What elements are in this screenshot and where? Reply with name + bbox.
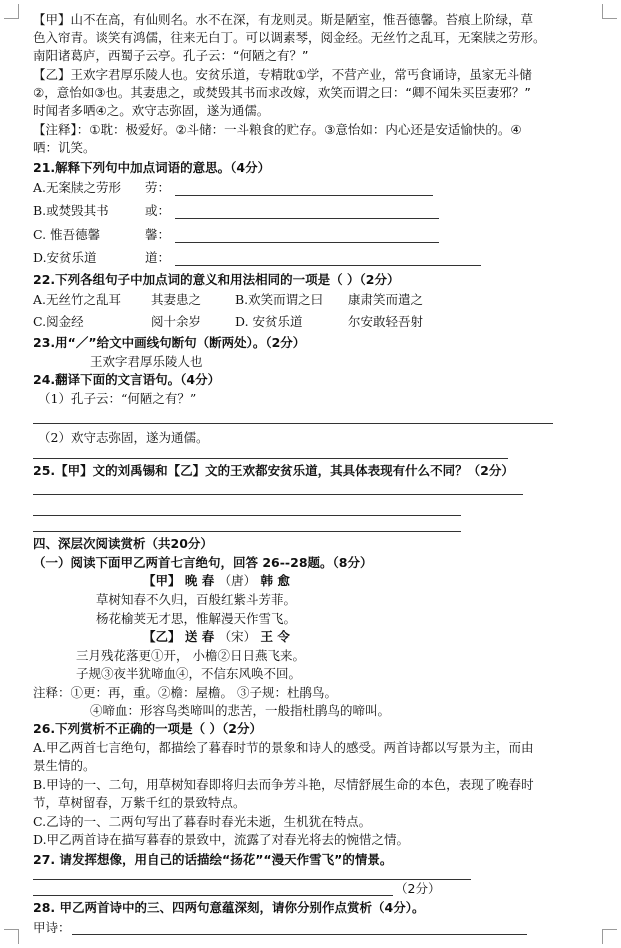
passage-yi-line-2: ②，意怡如③也。其妻患之，或焚毁其书而求改嫁，欢笑而谓之曰：“卿不闻朱买臣妻邪？” [33,85,531,100]
q26-option-a-line-2[interactable]: 景生情的。 [33,758,96,773]
q22-title: 22.下列各组句子中加点词的意义和用法相同的一项是（ ）（2分） [33,272,400,287]
q26-option-d[interactable]: D.甲乙两首诗在描写暮春的景致中，流露了对春光将去的惋惜之情。 [33,832,410,847]
crop-mark-top-left [4,4,19,19]
poem-yi-title: 送 春 [184,629,215,644]
poem-jia-line-2: 杨花榆荚无才思，惟解漫天作雪飞。 [96,611,297,626]
section4-subtitle: （一）阅读下面甲乙两首七言绝句，回答 26--28题。（8分） [33,555,373,570]
q26-option-c[interactable]: C.乙诗的一、二两句写出了暮春时春光未逝，生机犹在特点。 [33,814,372,829]
q26-title: 26.下列赏析不正确的一项是（ ）（2分） [33,721,262,736]
exam-page: 【甲】山不在高，有仙则名。水不在深，有龙则灵。斯是陋室，惟吾德馨。苔痕上阶绿，草 色入帘青。谈笑有鸿儒，往来无白丁。可以调素琴，阅金经。无丝竹之乱耳，无案牍之劳形。 南阳诸葛庐，西蜀子云亭。孔子云：“何陋之有？” 【乙】王欢字君厚乐陵人也。安贫乐道，专精耽①学，不营产业，常丐食诵诗，虽家无斗储 ②，意怡如③也。其妻患之，或焚毁其书而求改嫁，欢笑而谓之曰：“卿不闻朱买臣妻邪？” 时闻者多哂④之。欢守志弥固，遂为通儒。 【注释】：①耽：极爱好。②斗储：一斗粮食的贮存。③意怡如：内心还是安适愉快的。④ 哂：讥笑。 21.解释下列句中加点词语的意思。（4分） A.无案牍之劳形 劳： B.或焚毁其书 或： C. 惟吾德馨 馨： D.安贫乐道 道： 22.下列各组句子中加点词的意义和用法相同的一项是（ ）（2分） A.无丝竹之乱耳 其妻患之 B.欢笑而谓之曰 康肃笑而遣之 C.阅金经 阅十余岁 D. 安贫乐道 尔安敢轻吾射 23.用“／”给文中画线句断句（断两处）。（2分） 王欢字君厚乐陵人也 24.翻译下面的文言语句。（4分） （1）孔子云：“何陋之有？” （2）欢守志弥固，遂为通儒。 25.【甲】文的刘禹锡和【乙】文的王欢都安贫乐道，其具体表现有什么不同？（2分） 四、深层次阅读赏析（共20分） （一）阅读下面甲乙两首七言绝句，回答 26--28题。（8分） 【甲】 晚 春 （唐） 韩 愈 草树知春不久归，百般红紫斗芳菲。 杨花榆荚无才思，惟解漫天作雪飞。 【乙】 送 春 （宋） 王 令 三月残花落更①开， 小檐②日日燕飞来。 子规③夜半犹啼血④，不信东风唤不回。 注释：①更：再，重。②檐：屋檐。 ③子规：杜鹃鸟。 ④啼血：形容鸟类啼叫的悲苦，一般指杜鹃鸟的啼叫。 26.下列赏析不正确的一项是（ ）（2分） A.甲乙两首七言绝句，都描绘了暮春时节的景象和诗人的感受。两首诗都以写景为主，而由 景生情的。 B.甲诗的一、二句，用草树知春即将归去而争芳斗艳，尽情舒展生命的本色，表现了晚春时 节，草树留春，万紫千红的景致特点。 C.乙诗的一、二两句写出了暮春时春光未逝，生机犹在特点。 D.甲乙两首诗在描写暮春的景致中，流露了对春光将去的惋惜之情。 27. 请发挥想像，用自己的话描绘“扬花”“漫天作雪飞”的情景。 （2分） 28. 甲乙两首诗中的三、四两句意蕴深刻，请你分别作点赏析（4分）。 甲诗： [0,0,621,948]
section4-title: 四、深层次阅读赏析（共20分） [33,536,213,551]
q23-title: 23.用“／”给文中画线句断句（断两处）。（2分） [33,335,306,350]
q26-option-a-line-1[interactable]: A.甲乙两首七言绝句，都描绘了暮春时节的景象和诗人的感受。两首诗都以写景为主，而由 [33,740,534,755]
q21-title: 21.解释下列句中加点词语的意思。（4分） [33,160,271,175]
poem-yi-line-1: 三月残花落更①开， 小檐②日日燕飞来。 [76,648,305,663]
passage-jia-line-2: 色入帘青。谈笑有鸿儒，往来无白丁。可以调素琴，阅金经。无丝竹之乱耳，无案牍之劳形。 [33,30,546,45]
poem-jia-author: 韩 愈 [260,573,290,588]
q21-answer-line-c[interactable] [175,242,439,243]
q28-title: 28. 甲乙两首诗中的三、四两句意蕴深刻，请你分别作点赏析（4分）。 [33,900,425,915]
poem-notes-line-2: ④啼血：形容鸟类啼叫的悲苦，一般指杜鹃鸟的啼叫。 [90,703,391,718]
poem-jia-tag: 【甲】 [143,573,181,588]
q26-option-b-line-1[interactable]: B.甲诗的一、二句，用草树知春即将归去而争芳斗艳，尽情舒展生命的本色，表现了晚春时 [33,777,534,792]
q26-option-b-line-2[interactable]: 节，草树留春，万紫千红的景致特点。 [33,795,246,810]
q27-answer-line-2[interactable] [33,895,393,896]
q21-answer-line-a[interactable] [175,195,433,196]
poem-jia-line-1: 草树知春不久归，百般红紫斗芳菲。 [96,592,297,607]
poem-yi-header [143,629,290,645]
q25-answer-line-3[interactable] [33,531,461,532]
crop-mark-bottom-left [4,929,19,944]
q24-answer-line-1[interactable] [33,423,553,424]
poem-jia-title: 晚 春 [184,573,215,588]
poem-jia-dynasty: （唐） [218,573,257,588]
crop-mark-top-right [602,4,617,19]
q21-answer-line-b[interactable] [175,218,439,219]
poem-yi-author: 王 令 [260,629,290,644]
poem-yi-dynasty: （宋） [218,629,257,644]
passage-jia-line-1: 【甲】山不在高，有仙则名。水不在深，有龙则灵。斯是陋室，惟吾德馨。苔痕上阶绿，草 [33,12,534,27]
passage-jia-line-3: 南阳诸葛庐，西蜀子云亭。孔子云：“何陋之有？” [33,48,309,63]
passage-notes-line-1: 【注释】：①耽：极爱好。②斗储：一斗粮食的贮存。③意怡如：内心还是安适愉快的。④ [33,122,522,137]
q21-answer-line-d[interactable] [175,265,481,266]
q28-answer-line[interactable] [72,934,527,935]
q27-answer-line-1[interactable] [33,879,471,880]
q24-answer-line-2[interactable] [33,458,508,459]
passage-yi-line-1: 【乙】王欢字君厚乐陵人也。安贫乐道，专精耽①学，不营产业，常丐食诵诗，虽家无斗储 [33,67,532,82]
q28-jia-label: 甲诗： [33,920,71,935]
passage-yi-line-3: 时闻者多哂④之。欢守志弥固，遂为通儒。 [33,103,270,118]
q25-answer-line-2[interactable] [33,515,461,516]
poem-yi-line-2: 子规③夜半犹啼血④，不信东风唤不回。 [76,666,302,681]
q27-score: （2分） [395,881,441,896]
crop-mark-bottom-right [602,929,617,944]
q25-answer-line-1[interactable] [33,494,523,495]
q24-title: 24.翻译下面的文言语句。（4分） [33,372,221,387]
q25-title: 25.【甲】文的刘禹锡和【乙】文的王欢都安贫乐道，其具体表现有什么不同？（2分） [33,463,514,478]
poem-notes-line-1: 注释：①更：再，重。②檐：屋檐。 ③子规：杜鹃鸟。 [33,685,337,700]
q24-item-1: （1）孔子云：“何陋之有？” [38,391,197,406]
poem-jia-header [143,573,290,589]
q27-title: 27. 请发挥想像，用自己的话描绘“扬花”“漫天作雪飞”的情景。 [33,852,393,867]
passage-notes-line-2: 哂：讥笑。 [33,140,96,155]
poem-yi-tag: 【乙】 [143,629,181,644]
q24-item-2: （2）欢守志弥固，遂为通儒。 [38,430,209,445]
q23-sentence[interactable]: 王欢字君厚乐陵人也 [90,354,203,369]
